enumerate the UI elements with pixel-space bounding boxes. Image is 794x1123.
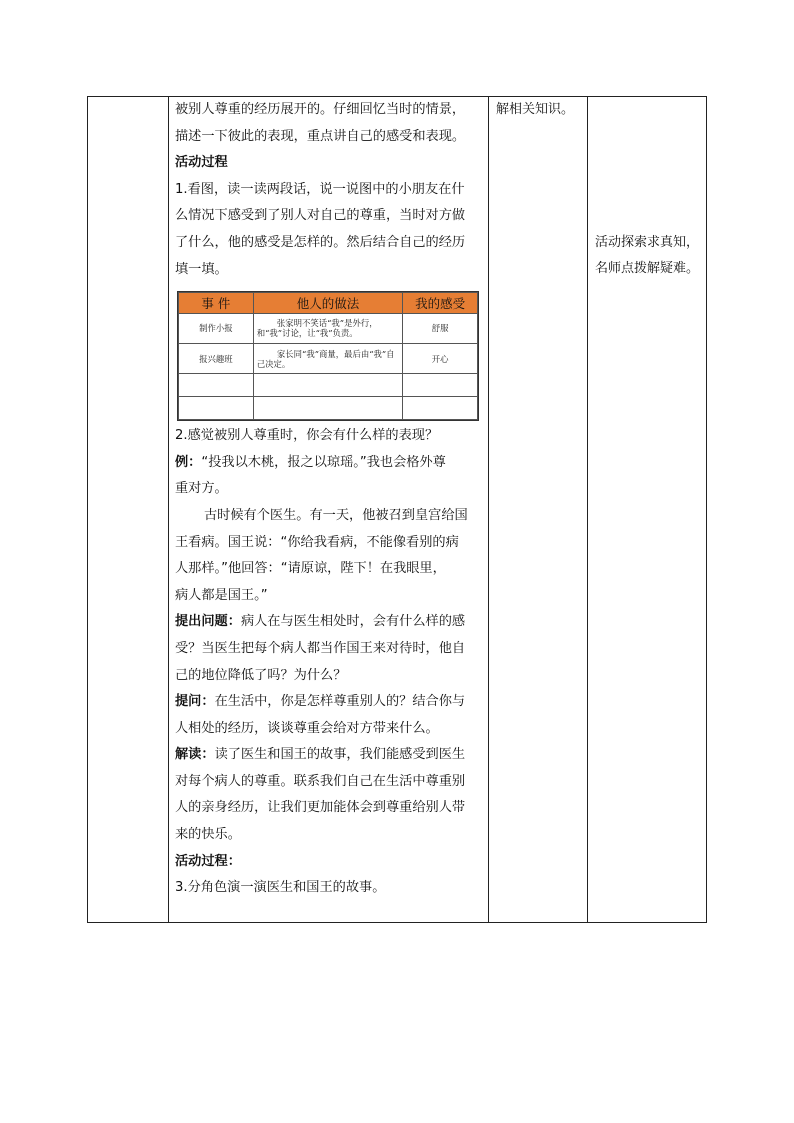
ask-line: 人相处的经历，谈谈尊重会给对方带来什么。 (175, 720, 439, 736)
section-heading: 活动过程 (175, 155, 228, 171)
empty-cell (253, 374, 403, 397)
column-divider (488, 97, 489, 922)
table-row (179, 313, 478, 343)
example-line: 重对方。 (175, 481, 228, 497)
ask-text: 在生活中，你是怎样尊重别人的？结合你与 (214, 694, 466, 710)
question-label: 提出问题： (175, 614, 241, 630)
example-text: “投我以木桃，报之以琼瑶。”我也会格外尊 (201, 454, 446, 470)
question-line: 受？当医生把每个病人都当作国王来对待时，他自 (175, 640, 466, 656)
empty-cell (179, 374, 254, 397)
process-heading: 活动过程： (175, 853, 241, 869)
knowledge-column (496, 97, 586, 123)
empty-cell (253, 397, 403, 420)
content-line: 了什么，他的感受是怎样的。然后结合自己的经历 (175, 234, 466, 250)
story-line: 人那样。”他回答：“请原谅，陛下！在我眼里， (175, 561, 446, 577)
feeling-cell: 开心 (403, 344, 478, 374)
knowledge-text: 解相关知识。 (496, 102, 575, 117)
design-intent-column (595, 230, 707, 282)
header-action: 他人的做法 (253, 293, 403, 314)
column-divider (587, 97, 588, 922)
story-line: 病人都是国王。” (175, 587, 268, 603)
question-2: 2.感觉被别人尊重时，你会有什么样的表现？ (175, 428, 439, 444)
story-line: 古时候有个医生。有一天，他被召到皇宫给国 (204, 507, 468, 523)
empty-cell (403, 374, 478, 397)
ask-label: 提问： (175, 694, 215, 710)
example-line (175, 450, 487, 477)
event-cell: 制作小报 (179, 313, 254, 343)
teaching-content-column (175, 97, 487, 902)
header-event: 事 件 (179, 293, 254, 314)
feeling-cell: 舒服 (403, 313, 478, 343)
step-3: 3.分角色演一演医生和国王的故事。 (175, 880, 386, 896)
explain-line: 人的亲身经历，让我们更加能体会到尊重给别人带 (175, 800, 466, 816)
action-cell: 张家明不笑话“我”是外行，和“我”讨论，让“我”负责。 (253, 313, 403, 343)
table-row-empty (179, 374, 478, 397)
explain-line: 对每个病人的尊重。联系我们自己在生活中尊重别 (175, 773, 466, 789)
table-row-empty (179, 397, 478, 420)
explain-text: 读了医生和国王的故事，我们能感受到医生 (214, 747, 466, 763)
question-line: 己的地位降低了吗？为什么？ (175, 667, 347, 683)
table-row (179, 344, 478, 374)
feelings-table (177, 291, 479, 421)
explain-line (175, 742, 487, 769)
intent-line: 活动探索求真知， (595, 235, 700, 250)
question-text: 病人在与医生相处时，会有什么样的感 (240, 614, 466, 630)
intent-line: 名师点拨解疑难。 (595, 261, 700, 276)
example-label: 例： (175, 454, 202, 470)
content-line: 填一填。 (175, 261, 228, 277)
content-line: 1.看图，读一读两段话，说一说图中的小朋友在什 (175, 181, 465, 197)
ask-line (175, 689, 487, 716)
content-line: 么情况下感受到了别人对自己的尊重，当时对方做 (175, 208, 466, 224)
lesson-table (87, 96, 707, 923)
explain-line: 来的快乐。 (175, 827, 241, 843)
explain-label: 解读： (175, 747, 215, 763)
feelings-table-header (179, 293, 478, 314)
empty-cell (179, 397, 254, 420)
event-cell: 报兴趣班 (179, 344, 254, 374)
content-line: 被别人尊重的经历展开的。仔细回忆当时的情景， (175, 102, 466, 117)
question-line (175, 609, 487, 636)
content-line: 描述一下彼此的表现，重点讲自己的感受和表现。 (175, 128, 466, 144)
story-line: 王看病。国王说：“你给我看病，不能像看别的病 (175, 534, 459, 550)
empty-cell (403, 397, 478, 420)
column-divider (168, 97, 169, 922)
action-cell: 家长同“我”商量，最后由“我”自己决定。 (253, 344, 403, 374)
header-feeling: 我的感受 (403, 293, 478, 314)
